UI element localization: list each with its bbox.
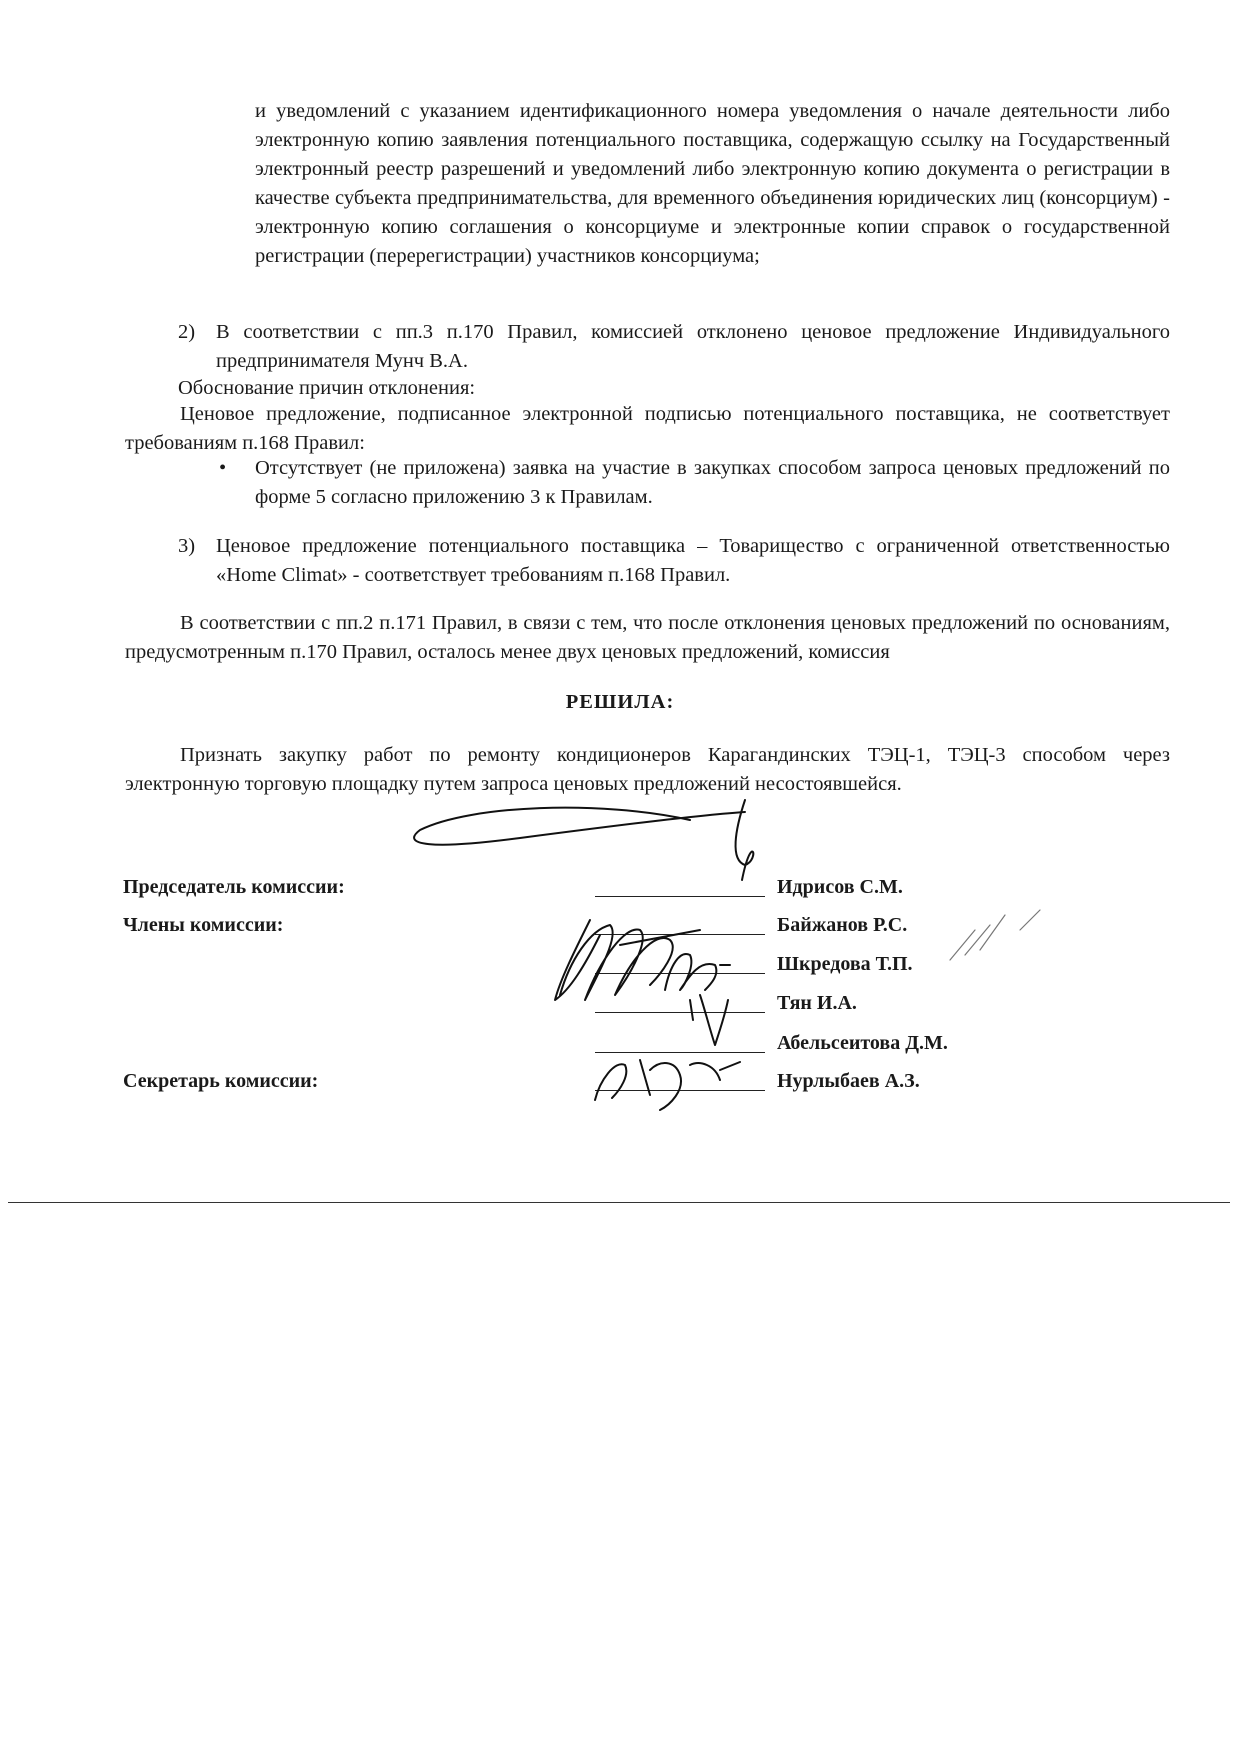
- member-name: Тян И.А.: [777, 992, 857, 1014]
- member-name: Байжанов Р.С.: [777, 914, 908, 936]
- signature-secretary: [595, 1060, 740, 1110]
- rejection-reason-text: Ценовое предложение, подписанное электронной подписью потенциального поставщика, не соответствует требованиям п.168 Правил:: [125, 403, 1170, 454]
- page-divider: [8, 1202, 1230, 1203]
- decision-text: Признать закупку работ по ремонту кондиционеров Карагандинских ТЭЦ-1, ТЭЦ-3 способом через электронную торговую площадку путем запроса ценовых предложений несостоявшейся.: [125, 744, 1170, 795]
- member-name: Абельсеитова Д.М.: [777, 1032, 948, 1054]
- member-name: Идрисов С.М.: [777, 876, 903, 898]
- member-name: Нурлыбаев А.З.: [777, 1070, 920, 1092]
- decision-heading: РЕШИЛА:: [565, 691, 675, 713]
- item-text: Ценовое предложение потенциального поставщика – Товарищество с ограниченной ответственностью «Home Climat» - соответствует требованиям п.168 Правил.: [216, 535, 1170, 586]
- item-text: В соответствии с пп.3 п.170 Правил, комиссией отклонено ценовое предложение Индивидуального предпринимателя Мунч В.А.: [216, 321, 1170, 372]
- rejection-reason-label: Обоснование причин отклонения:: [178, 377, 476, 399]
- item-number: 2): [178, 321, 196, 343]
- signature-member-3: [690, 995, 728, 1045]
- member-name: Шкредова Т.П.: [777, 953, 913, 975]
- chairman-label: Председатель комиссии:: [123, 876, 345, 898]
- item-number: 3): [178, 535, 196, 557]
- bullet-icon: •: [219, 457, 227, 479]
- bullet-text: Отсутствует (не приложена) заявка на участие в закупках способом запроса ценовых предложений по форме 5 согласно приложению 3 к Правилам.: [255, 457, 1170, 508]
- margin-scribble: [950, 910, 1040, 960]
- members-label: Члены комиссии:: [123, 914, 284, 936]
- signature-member-2: [665, 954, 730, 990]
- conclusion-paragraph: В соответствии с пп.2 п.171 Правил, в связи с тем, что после отклонения ценовых предложений по основаниям, предусмотренным п.170 Правил, осталось менее двух ценовых предложений, комиссия: [125, 612, 1170, 663]
- continuation-paragraph: и уведомлений с указанием идентификационного номера уведомления о начале деятельности либо электронную копию заявления потенциального поставщика, содержащую ссылку на Государственный электронный реестр разрешений и уведомлений либо электронную копию документа о регистрации в качестве субъекта предпринимательства, для временного объединения юридических лиц (консорциум) - электронную копию соглашения о консорциуме и электронные копии справок о государственной регистрации (перерегистрации) участников консорциума;: [255, 100, 1170, 267]
- secretary-label: Секретарь комиссии:: [123, 1070, 319, 1092]
- signature-chairman: [414, 808, 745, 845]
